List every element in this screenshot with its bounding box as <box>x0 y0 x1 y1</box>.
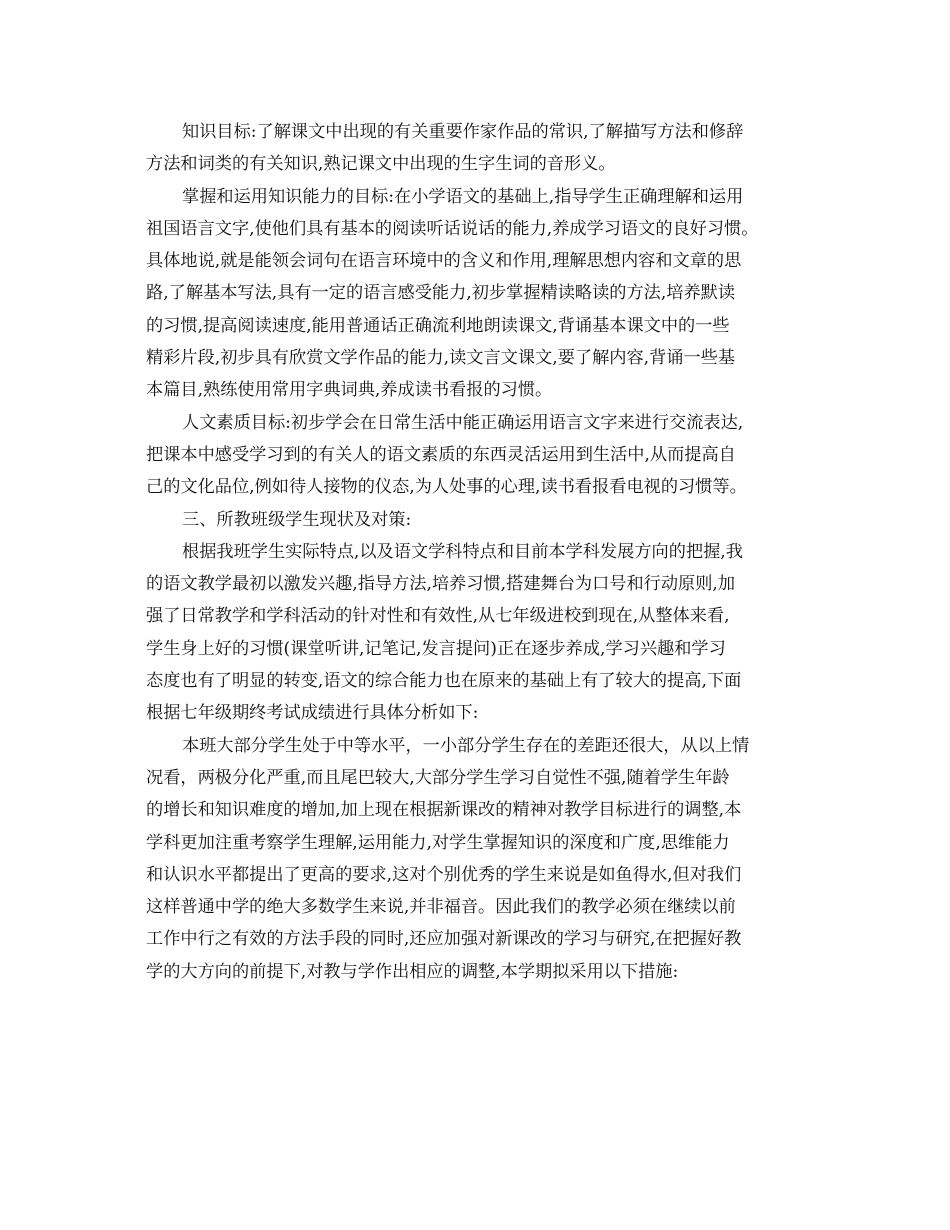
text-line: 精彩片段,初步具有欣赏文学作品的能力,读文言文课文,要了解内容,背诵一些基 <box>146 348 736 369</box>
text-line: 况看，两极分化严重,而且尾巴较大,大部分学生学习自觉性不强,随着学生年龄 <box>146 767 730 788</box>
text-line: 掌握和运用知识能力的目标:在小学语文的基础上,指导学生正确理解和运用 <box>182 186 744 207</box>
text-line: 强了日常教学和学科活动的针对性和有效性,从七年级进校到现在,从整体来看, <box>146 606 730 627</box>
text-line: 本篇目,熟练使用常用字典词典,养成读书看报的习惯。 <box>146 380 553 401</box>
text-line: 人文素质目标:初步学会在日常生活中能正确运用语言文字来进行交流表达, <box>182 412 744 433</box>
text-line: 学的大方向的前提下,对教与学作出相应的调整,本学期拟采用以下措施: <box>146 961 679 982</box>
document-body <box>146 116 806 988</box>
section-heading: 三、所教班级学生现状及对策: <box>182 509 412 530</box>
text-line: 知识目标:了解课文中出现的有关重要作家作品的常识,了解描写方法和修辞 <box>182 122 744 142</box>
text-line: 的语文教学最初以激发兴趣,指导方法,培养习惯,搭建舞台为口号和行动原则,加 <box>146 574 736 595</box>
text-line: 根据我班学生实际特点,以及语文学科特点和目前本学科发展方向的把握,我 <box>182 541 743 562</box>
text-line: 己的文化品位,例如待人接物的仪态,为人处事的心理,读书看报看电视的习惯等。 <box>146 477 747 498</box>
text-line: 这样普通中学的绝大多数学生来说,并非福音。因此我们的教学必须在继续以前 <box>146 897 736 918</box>
text-line: 的习惯,提高阅读速度,能用普通话正确流利地朗读课文,背诵基本课文中的一些 <box>146 315 730 336</box>
text-line: 的增长和知识难度的增加,加上现在根据新课改的精神对教学目标进行的调整,本 <box>146 800 742 821</box>
text-line: 学生身上好的习惯(课堂听讲,记笔记,发言提问)正在逐步养成,学习兴趣和学习 <box>146 638 726 659</box>
text-line: 态度也有了明显的转变,语文的综合能力也在原来的基础上有了较大的提高,下面 <box>146 671 742 692</box>
text-line: 路,了解基本写法,具有一定的语言感受能力,初步掌握精读略读的方法,培养默读 <box>146 283 736 304</box>
text-line: 方法和词类的有关知识,熟记课文中出现的生字生词的音形义。 <box>146 154 616 175</box>
text-line: 工作中行之有效的方法手段的同时,还应加强对新课改的学习与研究,在把握好教 <box>146 929 742 950</box>
text-line: 学科更加注重考察学生理解,运用能力,对学生掌握知识的深度和广度,思维能力 <box>146 832 730 853</box>
text-line: 祖国语言文字,使他们具有基本的阅读听话说话的能力,养成学习语文的良好习惯。 <box>146 218 759 239</box>
text-line: 和认识水平都提出了更高的要求,这对个别优秀的学生来说是如鱼得水,但对我们 <box>146 864 742 885</box>
text-line: 本班大部分学生处于中等水平，一小部分学生存在的差距还很大，从以上情 <box>182 735 750 756</box>
text-line: 根据七年级期终考试成绩进行具体分析如下: <box>146 703 479 724</box>
text-line: 具体地说,就是能领会词句在语言环境中的含义和作用,理解思想内容和文章的思 <box>146 251 742 272</box>
text-line: 把课本中感受学习到的有关人的语文素质的东西灵活运用到生活中,从而提高自 <box>146 444 736 465</box>
